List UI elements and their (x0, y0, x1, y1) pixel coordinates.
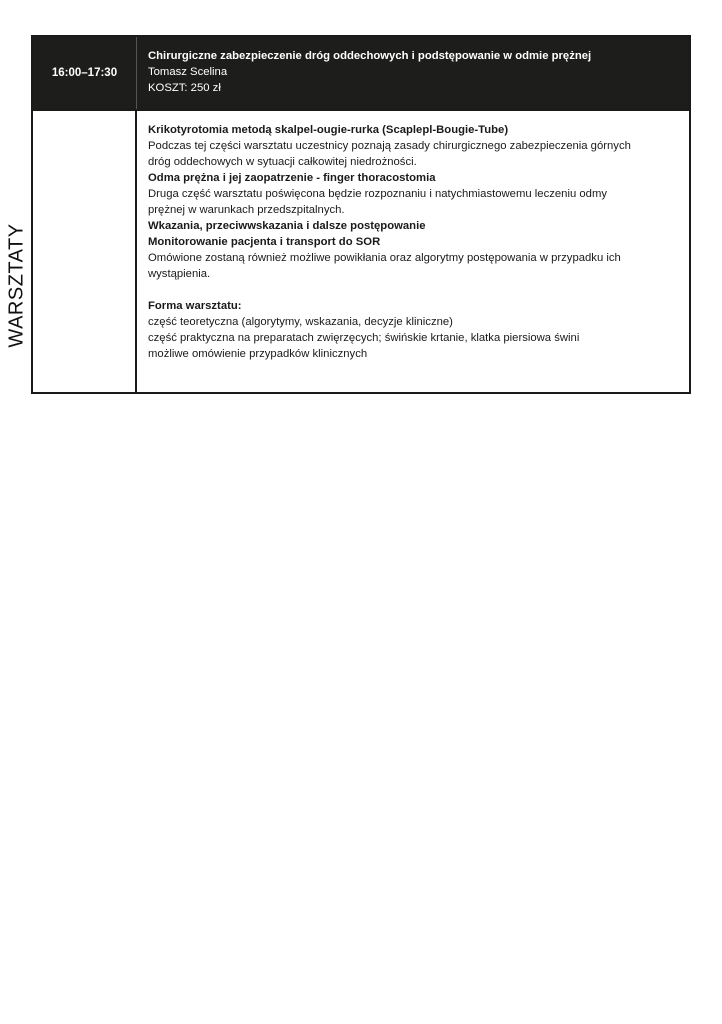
session-description-row (33, 111, 689, 392)
empty-time-cell (33, 111, 137, 392)
section-text: Druga część warsztatu poświęcona będzie rozpoznaniu i natychmiastowemu leczeniu odmy (148, 188, 608, 200)
section-text: Podczas tej części warsztatu uczestnicy poznają zasady chirurgicznego zabezpieczenia górnych (148, 140, 631, 152)
session-cost: KOSZT: 250 zł (148, 82, 221, 94)
section-text: Omówione zostaną również możliwe powikłania oraz algorytmy postępowania w przypadku ich (148, 252, 621, 264)
form-item: możliwe omówienie przypadków klinicznych (148, 348, 368, 360)
section-heading: Odma prężna i jej zaopatrzenie - finger thoracostomia (148, 172, 436, 184)
session-header-row (33, 37, 689, 111)
section-heading: Monitorowanie pacjenta i transport do SOR (148, 236, 381, 248)
side-label-text: WARSZTATY (5, 222, 28, 348)
session-description (137, 111, 689, 392)
form-item: część praktyczna na preparatach zwięrzęcych; świńskie krtanie, klatka piersiowa świni (148, 332, 580, 344)
section-text: wystąpienia. (148, 268, 211, 280)
form-heading: Forma warsztatu: (148, 300, 242, 312)
section-text: dróg oddechowych w sytuacji całkowitej niedrożności. (148, 156, 417, 168)
section-heading: Krikotyrotomia metodą skalpel-ougie-rurka (Scaplepl-Bougie-Tube) (148, 124, 509, 136)
form-item: część teoretyczna (algorytymy, wskazania, decyzje kliniczne) (148, 316, 453, 328)
session-header-details (137, 37, 689, 109)
section-side-label (4, 222, 30, 348)
section-text: prężnej w warunkach przedszpitalnych. (148, 204, 345, 216)
section-heading: Wkazania, przeciwwskazania i dalsze postępowanie (148, 220, 426, 232)
workshop-schedule-table (31, 35, 691, 394)
spacer (148, 282, 679, 298)
session-time: 16:00–17:30 (33, 37, 137, 109)
session-title: Chirurgiczne zabezpieczenie dróg oddechowych i podstępowanie w odmie prężnej (148, 50, 592, 62)
session-speaker: Tomasz Scelina (148, 66, 228, 78)
